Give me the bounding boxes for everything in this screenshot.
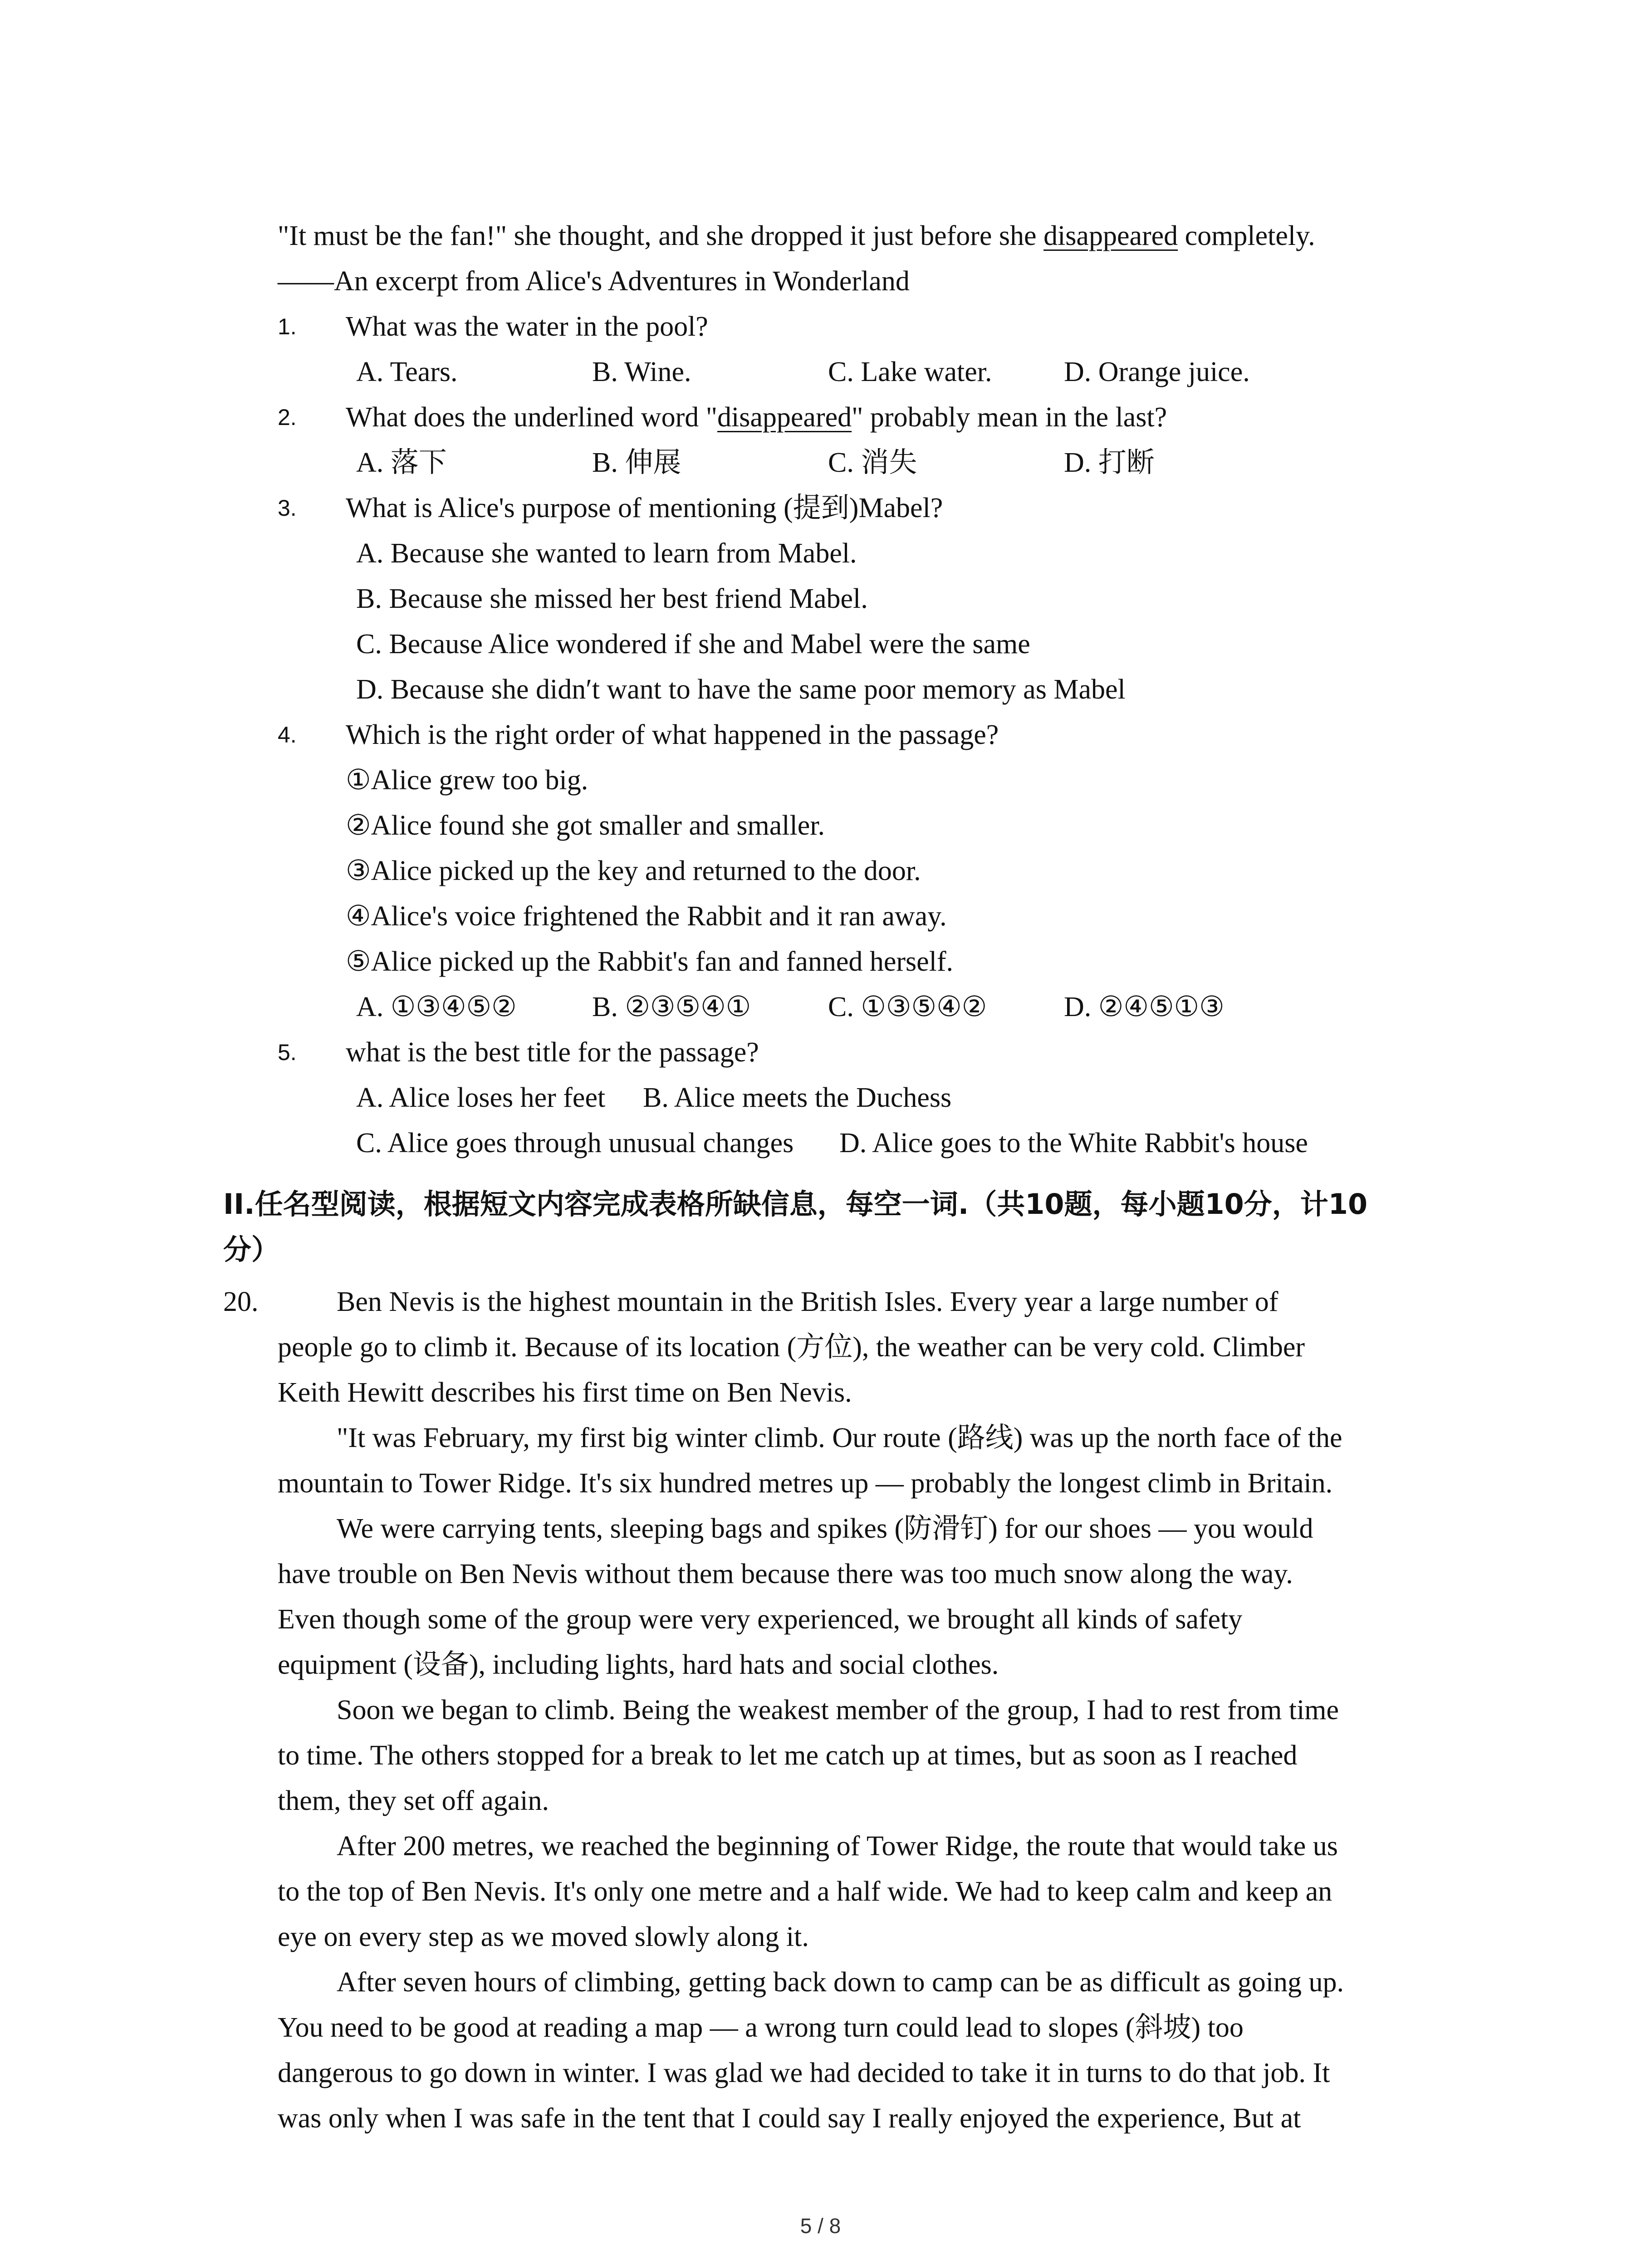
option-c: C. Lake water.: [828, 357, 992, 387]
passage-line: Keith Hewitt describes his first time on Ben Nevis.: [278, 1377, 852, 1408]
option-a: A. ①③④⑤②: [356, 992, 517, 1022]
question-text: Which is the right order of what happened in the passage?: [346, 719, 999, 750]
passage-last-line: [278, 220, 1315, 252]
event-item: ⑤Alice picked up the Rabbit's fan and fanned herself.: [346, 946, 954, 977]
section-heading-continued: 分）: [223, 1233, 280, 1266]
passage-line: eye on every step as we moved slowly along it.: [278, 1921, 809, 1952]
option-c: C. 消失: [828, 447, 917, 478]
question-text: What is Alice's purpose of mentioning (提到)Mabel?: [346, 493, 943, 523]
option-b: B. Wine.: [592, 357, 691, 387]
option-c: C. ①③⑤④②: [828, 992, 987, 1022]
passage-line: mountain to Tower Ridge. It's six hundred metres up — probably the longest climb in Britain.: [278, 1468, 1333, 1499]
passage-line: to the top of Ben Nevis. It's only one metre and a half wide. We had to keep calm and keep an: [278, 1876, 1332, 1907]
passage-line: to time. The others stopped for a break to let me catch up at times, but as soon as I reached: [278, 1740, 1298, 1771]
question-number: 4.: [278, 722, 297, 748]
passage-line: Soon we began to climb. Being the weakest member of the group, I had to rest from time: [337, 1695, 1339, 1725]
passage-line: equipment (设备), including lights, hard hats and social clothes.: [278, 1649, 999, 1680]
question-number: 2.: [278, 405, 297, 430]
passage-line: After seven hours of climbing, getting back down to camp can be as difficult as going up.: [337, 1967, 1344, 1998]
option-a: A. Alice loses her feet: [356, 1082, 606, 1113]
passage-line: "It was February, my first big winter climb. Our route (路线) was up the north face of the: [337, 1422, 1342, 1453]
passage-line: dangerous to go down in winter. I was glad we had decided to take it in turns to do that job. It: [278, 2058, 1330, 2088]
option-a: A. Because she wanted to learn from Mabel.: [356, 538, 857, 569]
passage-line: After 200 metres, we reached the beginning of Tower Ridge, the route that would take us: [337, 1831, 1338, 1862]
option-b: B. Alice meets the Duchess: [643, 1082, 952, 1113]
passage-line: Ben Nevis is the highest mountain in the British Isles. Every year a large number of: [337, 1286, 1279, 1317]
question-text: What was the water in the pool?: [346, 311, 708, 342]
option-b: B. ②③⑤④①: [592, 992, 751, 1022]
excerpt-source: ——An excerpt from Alice's Adventures in Wonderland: [278, 266, 910, 297]
event-item: ①Alice grew too big.: [346, 765, 588, 796]
text: What does the underlined word ": [346, 402, 718, 433]
option-a: A. 落下: [356, 447, 447, 478]
passage-line: people go to climb it. Because of its location (方位), the weather can be very cold. Climber: [278, 1332, 1305, 1363]
passage-line: We were carrying tents, sleeping bags and spikes (防滑钉) for our shoes — you would: [337, 1513, 1313, 1544]
option-b: B. Because she missed her best friend Mabel.: [356, 583, 868, 614]
text: "It must be the fan!" she thought, and she dropped it just before she: [278, 220, 1044, 251]
event-item: ④Alice's voice frightened the Rabbit and it ran away.: [346, 901, 947, 932]
text: " probably mean in the last?: [852, 402, 1167, 433]
passage-line: You need to be good at reading a map — a wrong turn could lead to slopes (斜坡) too: [278, 2012, 1244, 2043]
option-d: D. Alice goes to the White Rabbit's house: [839, 1128, 1308, 1158]
question-text: [346, 401, 1167, 433]
passage-line: was only when I was safe in the tent that I could say I really enjoyed the experience, But at: [278, 2103, 1301, 2134]
passage-number: 20.: [223, 1286, 259, 1317]
passage-line: have trouble on Ben Nevis without them because there was too much snow along the way.: [278, 1559, 1293, 1589]
passage-line: Even though some of the group were very experienced, we brought all kinds of safety: [278, 1604, 1243, 1635]
option-d: D. Orange juice.: [1064, 357, 1250, 387]
event-item: ②Alice found she got smaller and smaller.: [346, 810, 825, 841]
option-d: D. Because she didn′t want to have the same poor memory as Mabel: [356, 674, 1126, 705]
option-d: D. 打断: [1064, 447, 1155, 478]
section-heading: II.任名型阅读，根据短文内容完成表格所缺信息，每空一词.（共10题，每小题10分，计10: [223, 1188, 1368, 1221]
option-c: C. Alice goes through unusual changes: [356, 1128, 794, 1158]
event-item: ③Alice picked up the key and returned to the door.: [346, 855, 921, 886]
question-number: 5.: [278, 1040, 297, 1065]
text: completely.: [1178, 220, 1315, 251]
question-number: 1.: [278, 314, 297, 339]
underlined-word: disappeared: [1043, 220, 1178, 251]
passage-line: them, they set off again.: [278, 1785, 549, 1816]
underlined-word: disappeared: [717, 402, 852, 433]
option-d: D. ②④⑤①③: [1064, 992, 1225, 1022]
option-a: A. Tears.: [356, 357, 458, 387]
option-c: C. Because Alice wondered if she and Mabel were the same: [356, 629, 1030, 660]
question-text: what is the best title for the passage?: [346, 1037, 759, 1068]
page-number: 5 / 8: [800, 2214, 841, 2238]
option-b: B. 伸展: [592, 447, 681, 478]
question-number: 3.: [278, 495, 297, 521]
